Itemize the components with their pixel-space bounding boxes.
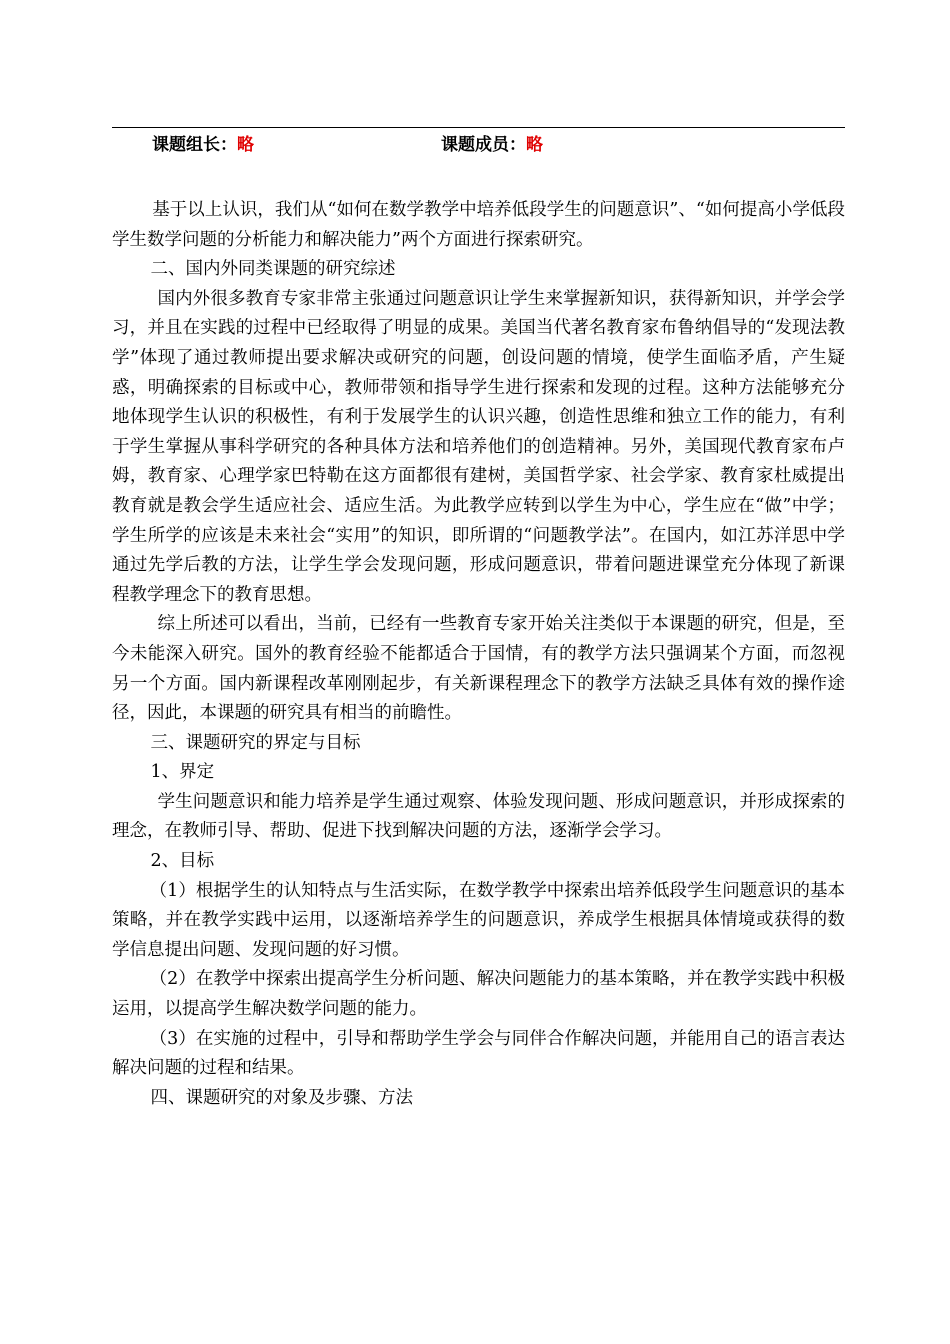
group-members-field — [441, 133, 543, 157]
paragraph-summary: 综上所述可以看出，当前，已经有一些教育专家开始关注类似于本课题的研究，但是，至今未能深入研究。国外的教育经验不能都适合于国情，有的教学方法只强调某个方面，而忽视另一个方面。国内新课程改革刚刚起步，有关新课程理念下的教学方法缺乏具体有效的操作途径，因此，本课题的研究具有相当的前瞻性。 — [112, 614, 845, 724]
group-leader-label: 课题组长： — [152, 135, 237, 155]
document-body — [112, 196, 845, 1113]
subheading-definition: 1、界定 — [150, 762, 215, 783]
section-heading-4: 四、课题研究的对象及步骤、方法 — [150, 1087, 413, 1108]
paragraph-intro: 基于以上认识，我们从“如何在数学教学中培养低段学生的问题意识”、“如何提高小学低段学生数学问题的分析能力和解决能力”两个方面进行探索研究。 — [112, 200, 845, 250]
paragraph-goal-2: （2）在教学中探索出提高学生分析问题、解决问题能力的基本策略，并在教学实践中积极运用，以提高学生解决数学问题的能力。 — [112, 969, 845, 1020]
group-members-label: 课题成员： — [441, 135, 526, 155]
group-leader-field — [152, 133, 254, 157]
section-heading-2: 二、国内外同类课题的研究综述 — [150, 259, 396, 280]
paragraph-review: 国内外很多教育专家非常主张通过问题意识让学生来掌握新知识，获得新知识，并学会学习，并且在实践的过程中已经取得了明显的成果。美国当代著名教育家布鲁纳倡导的“发现法教学”体现了通过教师提出要求解决或研究的问题，创设问题的情境，使学生面临矛盾，产生疑惑，明确探索的目标或中心，教师带领和指导学生进行探索和发现的过程。这种方法能够充分地体现学生认识的积极性，有利于发展学生的认识兴趣，创造性思维和独立工作的能力，有利于学生掌握从事科学研究的各种具体方法和培养他们的创造精神。另外，美国现代教育家布卢姆，教育家、心理学家巴特勒在这方面都很有建树，美国哲学家、社会学家、教育家杜威提出教育就是教会学生适应社会、适应生活。为此教学应转到以学生为中心，学生应在“做”中学；学生所学的应该是未来社会“实用”的知识，即所谓的“问题教学法”。在国内，如江苏洋思中学通过先学后教的方法，让学生学会发现问题，形成问题意识，带着问题进课堂充分体现了新课程教学理念下的教育思想。 — [112, 288, 845, 605]
group-members-value: 略 — [526, 135, 543, 155]
paragraph-goal-1: （1）根据学生的认知特点与生活实际，在数学教学中探索出培养低段学生问题意识的基本策略，并在教学实践中运用，以逐渐培养学生的问题意识，养成学生根据具体情境或获得的数学信息提出问题、发现问题的好习惯。 — [112, 880, 845, 960]
group-leader-value: 略 — [237, 135, 254, 155]
header-rule — [112, 127, 845, 128]
subheading-goals: 2、目标 — [150, 851, 215, 872]
section-heading-3: 三、课题研究的界定与目标 — [150, 732, 361, 753]
paragraph-goal-3: （3）在实施的过程中，引导和帮助学生学会与同伴合作解决问题，并能用自己的语言表达解决问题的过程和结果。 — [112, 1028, 845, 1079]
paragraph-definition: 学生问题意识和能力培养是学生通过观察、体验发现问题、形成问题意识，并形成探索的理念，在教师引导、帮助、促进下找到解决问题的方法，逐渐学会学习。 — [112, 791, 845, 842]
